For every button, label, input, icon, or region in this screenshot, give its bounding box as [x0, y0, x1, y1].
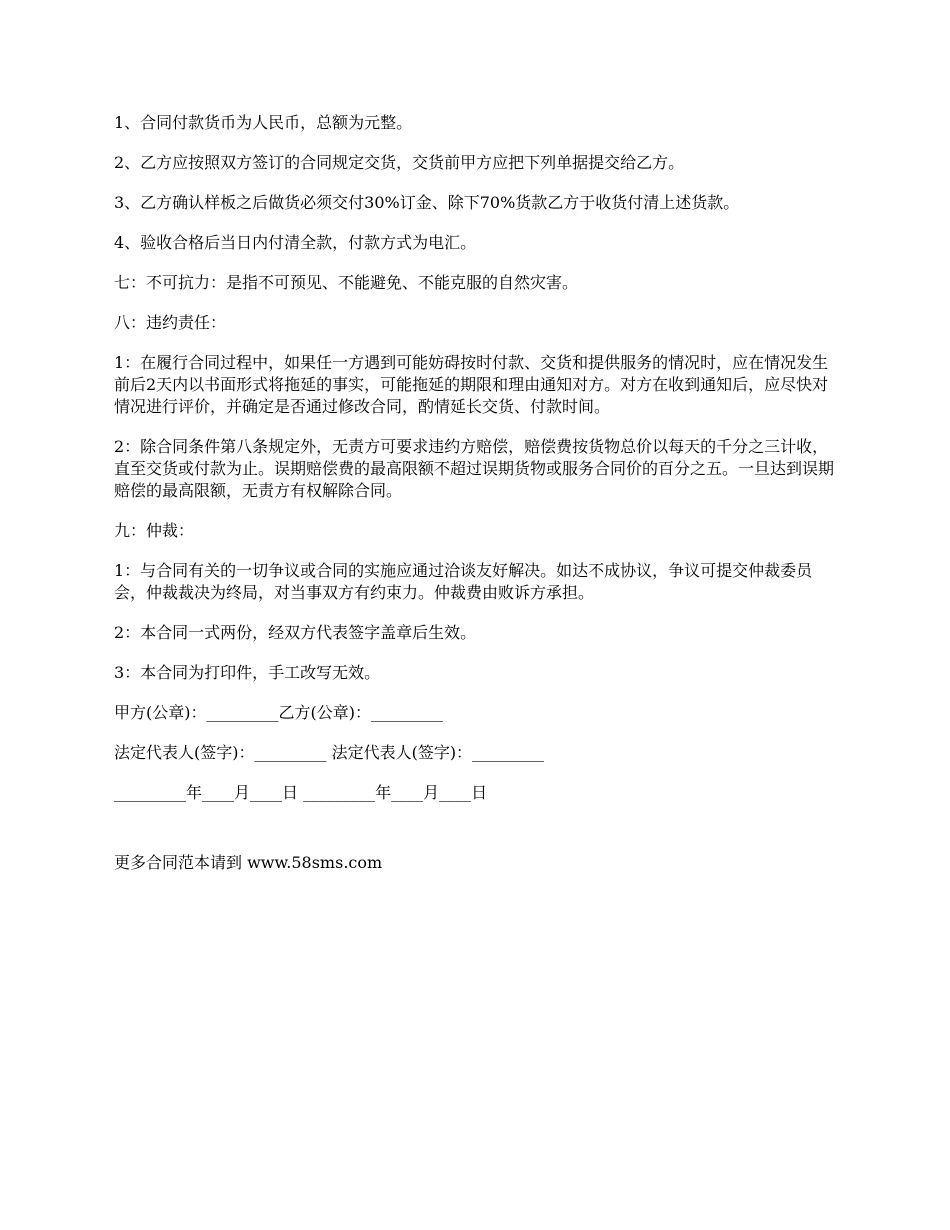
clause-breach-compensation: 2：除合同条件第八条规定外，无责方可要求违约方赔偿，赔偿费按货物总价以每天的千分之三计收，直至交货或付款为止。误期赔偿费的最高限额不超过误期货物或服务合同价的百分之五。一旦达到误期赔偿的最高限额，无责方有权解除合同。 [114, 437, 835, 500]
clause-breach-notice: 1：在履行合同过程中，如果任一方遇到可能妨碍按时付款、交货和提供服务的情况时，应在情况发生前后2天内以书面形式将拖延的事实，可能拖延的期限和理由通知对方。对方在收到通知后，应尽快对情况进行评价，并确定是否通过修改合同，酌情延长交货、付款时间。 [114, 353, 829, 416]
clause-payment-method: 4、验收合格后当日内付清全款，付款方式为电汇。 [114, 233, 477, 252]
clause-delivery-documents: 2、乙方应按照双方签订的合同规定交货，交货前甲方应把下列单据提交给乙方。 [114, 153, 685, 172]
section-heading-breach: 八：违约责任： [114, 313, 227, 332]
signature-representatives: 法定代表人(签字)：_________ 法定代表人(签字)：_________ [114, 743, 545, 762]
signature-dates: _________年____月____日 _________年____月____日 [114, 783, 488, 802]
clause-copies: 2：本合同一式两份，经双方代表签字盖章后生效。 [114, 623, 477, 642]
clause-payment-currency: 1、合同付款货币为人民币，总额为元整。 [114, 113, 413, 132]
clause-printed-copy: 3：本合同为打印件，手工改写无效。 [114, 663, 381, 682]
signature-parties: 甲方(公章)：_________乙方(公章)：_________ [114, 703, 443, 722]
clause-deposit: 3、乙方确认样板之后做货必须交付30%订金、除下70%货款乙方于收货付清上述货款。 [114, 193, 740, 212]
section-force-majeure: 七：不可抗力：是指不可预见、不能避免、不能克服的自然灾害。 [114, 273, 579, 292]
clause-arbitration: 1：与合同有关的一切争议或合同的实施应通过洽谈友好解决。如达不成协议，争议可提交仲裁委员会，仲裁裁决为终局，对当事双方有约束力。仲裁费由败诉方承担。 [114, 561, 813, 602]
section-heading-arbitration: 九：仲裁： [114, 521, 195, 540]
footer-link-text: 更多合同范本请到 www.58sms.com [114, 853, 383, 872]
document-page [114, 112, 844, 890]
